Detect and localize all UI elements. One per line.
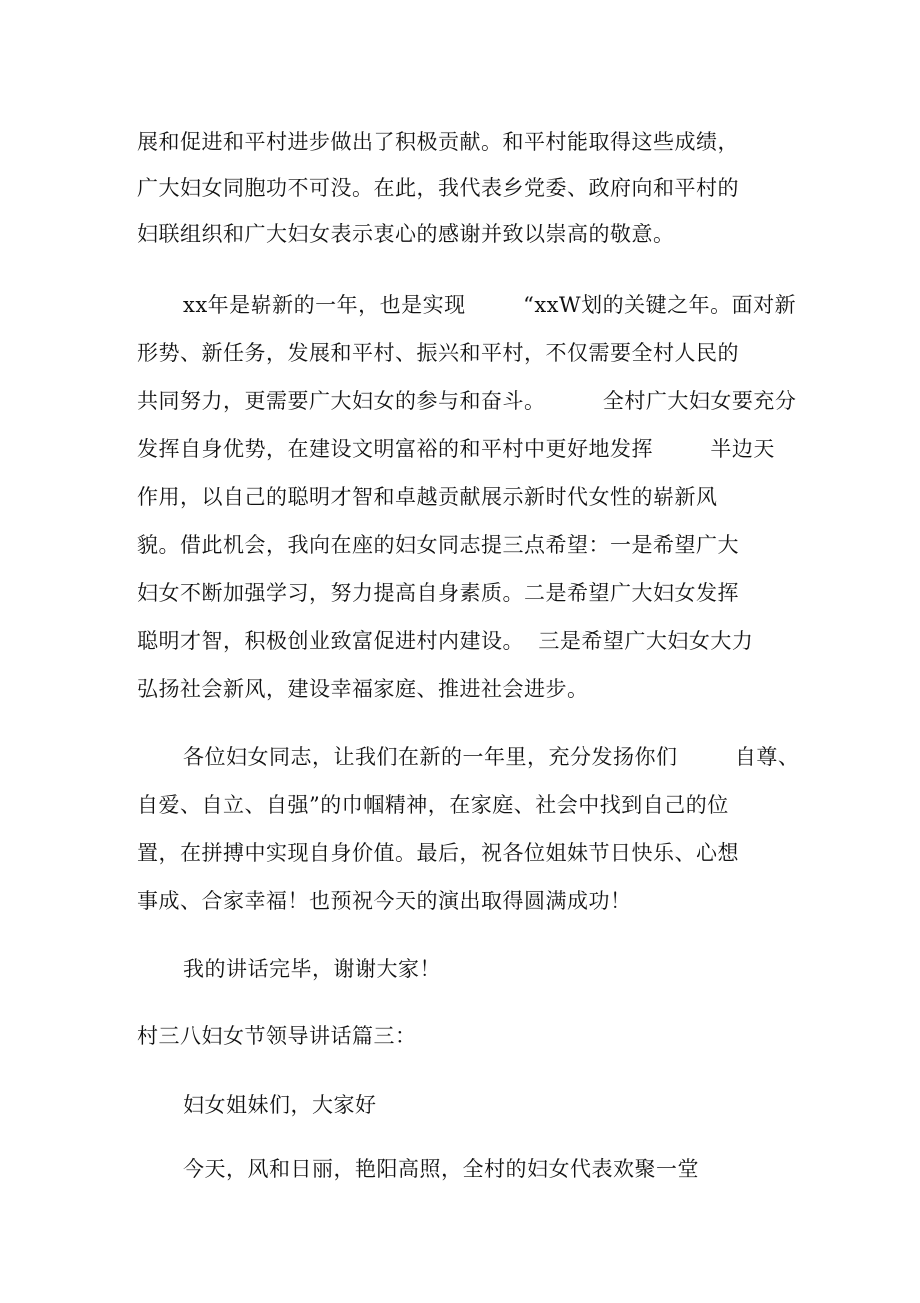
- paragraph-2-line-8: 聪明才智，积极创业致富促进村内建设。 三是希望广大妇女大力: [137, 629, 754, 653]
- paragraph-2-line-9: 弘扬社会新风，建设幸福家庭、推进社会进步。: [137, 677, 589, 701]
- paragraph-2-line-4: 发挥自身优势，在建设文明富裕的和平村中更好地发挥 半边天: [137, 437, 775, 461]
- paragraph-1-line-3: 妇联组织和广大妇女表示衷心的感谢并致以崇高的敬意。: [137, 222, 675, 246]
- opening-line: 今天，风和日丽，艳阳高照，全村的妇女代表欢聚一堂: [183, 1157, 699, 1181]
- paragraph-1-line-1: 展和促进和平村进步做出了积极贡献。和平村能取得这些成绩，: [137, 130, 739, 154]
- paragraph-2-line-5: 作用，以自己的聪明才智和卓越贡献展示新时代女性的崭新风: [137, 485, 718, 509]
- greeting-line: 妇女姐妹们，大家好: [183, 1093, 377, 1117]
- paragraph-2-line-3: 共同努力，更需要广大妇女的参与和奋斗。 全村广大妇女要充分: [137, 389, 797, 413]
- paragraph-3-line-4: 事成、合家幸福！也预祝今天的演出取得圆满成功！: [137, 889, 632, 913]
- paragraph-3-line-3: 置，在拼搏中实现自身价值。最后，祝各位姐妹节日快乐、心想: [137, 841, 739, 865]
- section-title: 村三八妇女节领导讲话篇三：: [137, 1024, 417, 1048]
- paragraph-3-line-1: 各位妇女同志，让我们在新的一年里，充分发扬你们 自尊、: [183, 745, 800, 769]
- closing-line: 我的讲话完毕，谢谢大家！: [183, 957, 441, 981]
- paragraph-2-line-6: 貌。借此机会，我向在座的妇女同志提三点希望：一是希望广大: [137, 533, 739, 557]
- paragraph-2-line-7: 妇女不断加强学习，努力提高自身素质。二是希望广大妇女发挥: [137, 581, 739, 605]
- paragraph-2-line-2: 形势、新任务，发展和平村、振兴和平村，不仅需要全村人民的: [137, 341, 739, 365]
- paragraph-3-line-2: 自爱、自立、自强”的巾帼精神，在家庭、社会中找到自己的位: [137, 793, 729, 817]
- paragraph-1-line-2: 广大妇女同胞功不可没。在此，我代表乡党委、政府向和平村的: [137, 176, 739, 200]
- paragraph-2-line-1: xx年是崭新的一年，也是实现 “xxW划的关键之年。面对新: [183, 293, 797, 317]
